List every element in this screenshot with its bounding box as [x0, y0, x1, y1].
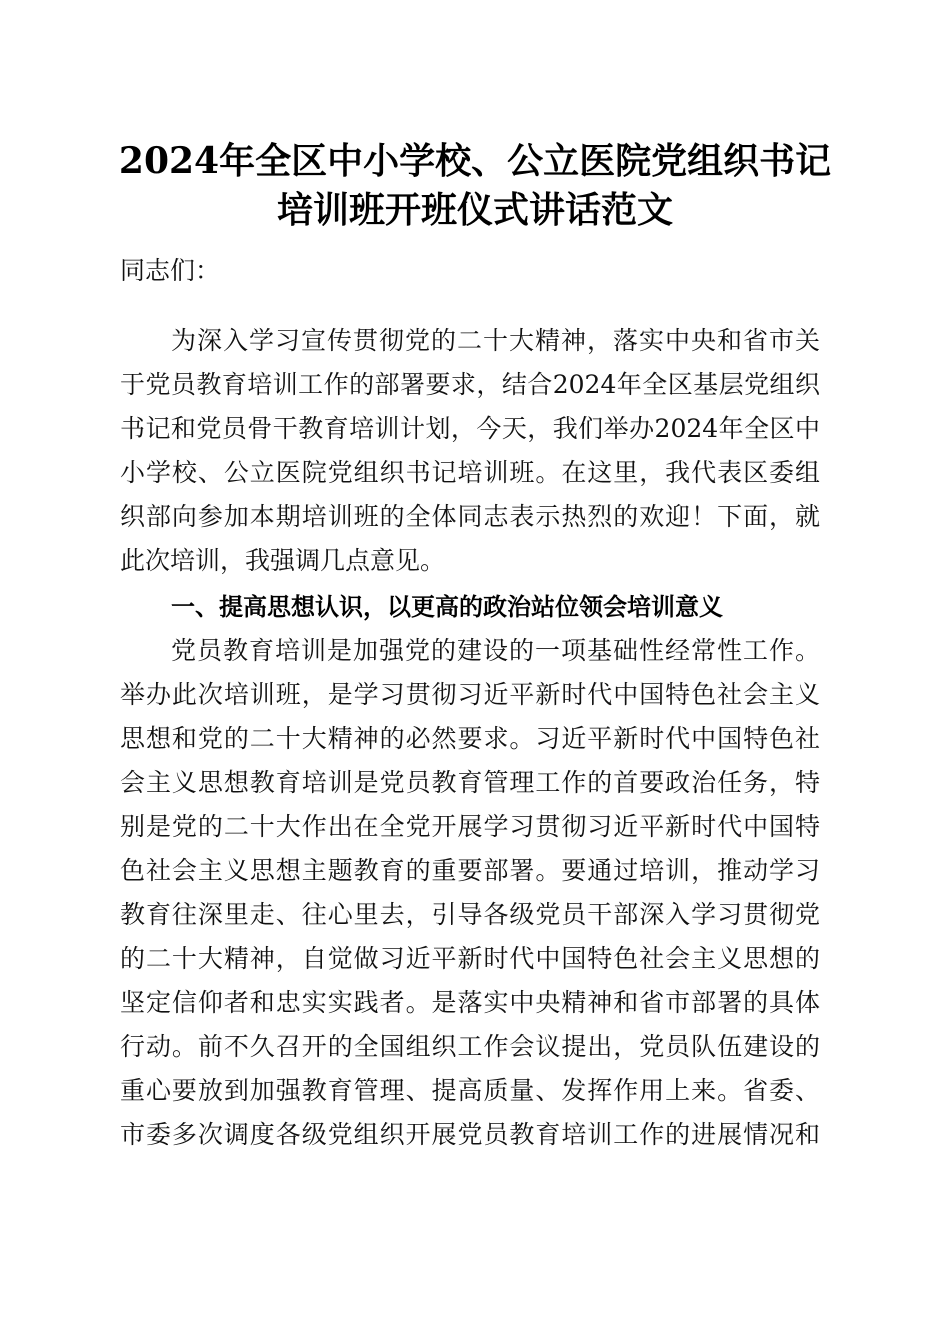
paragraph-2-line: 举办此次培训班，是学习贯彻习近平新时代中国特色社会主义 [120, 680, 820, 709]
paragraph-2-line: 会主义思想教育培训是党员教育管理工作的首要政治任务，特 [120, 768, 820, 797]
paragraph-1-line: 此次培训，我强调几点意见。 [120, 546, 446, 575]
paragraph-2-line: 思想和党的二十大精神的必然要求。习近平新时代中国特色社 [120, 724, 820, 753]
document-title-line-1: 2024年全区中小学校、公立医院党组织书记 [118, 140, 832, 182]
section-heading-1: 一、提高思想认识，以更高的政治站位领会培训意义 [171, 593, 723, 621]
paragraph-2-line: 市委多次调度各级党组织开展党员教育培训工作的进展情况和 [120, 1120, 820, 1149]
paragraph-1-line: 小学校、公立医院党组织书记培训班。在这里，我代表区委组 [120, 458, 820, 487]
paragraph-1-line: 为深入学习宣传贯彻党的二十大精神，落实中央和省市关 [171, 326, 820, 355]
paragraph-2-line: 别是党的二十大作出在全党开展学习贯彻习近平新时代中国特 [120, 812, 820, 841]
paragraph-2-line: 重心要放到加强教育管理、提高质量、发挥作用上来。省委、 [120, 1076, 820, 1105]
paragraph-2-line: 的二十大精神，自觉做习近平新时代中国特色社会主义思想的 [120, 944, 820, 973]
paragraph-2-line: 教育往深里走、往心里去，引导各级党员干部深入学习贯彻党 [120, 900, 820, 929]
document-title-line-2: 培训班开班仪式讲话范文 [276, 189, 673, 231]
paragraph-1-line: 织部向参加本期培训班的全体同志表示热烈的欢迎！下面，就 [120, 502, 820, 531]
paragraph-2-line: 行动。前不久召开的全国组织工作会议提出，党员队伍建设的 [120, 1032, 820, 1061]
paragraph-2-line: 党员教育培训是加强党的建设的一项基础性经常性工作。 [171, 636, 820, 665]
paragraph-2-line: 坚定信仰者和忠实实践者。是落实中央精神和省市部署的具体 [120, 988, 820, 1017]
paragraph-1-line: 于党员教育培训工作的部署要求，结合2024年全区基层党组织 [120, 370, 820, 399]
paragraph-2-line: 色社会主义思想主题教育的重要部署。要通过培训，推动学习 [120, 856, 820, 885]
paragraph-1-line: 书记和党员骨干教育培训计划，今天，我们举办2024年全区中 [120, 414, 820, 443]
salutation: 同志们： [120, 256, 221, 285]
